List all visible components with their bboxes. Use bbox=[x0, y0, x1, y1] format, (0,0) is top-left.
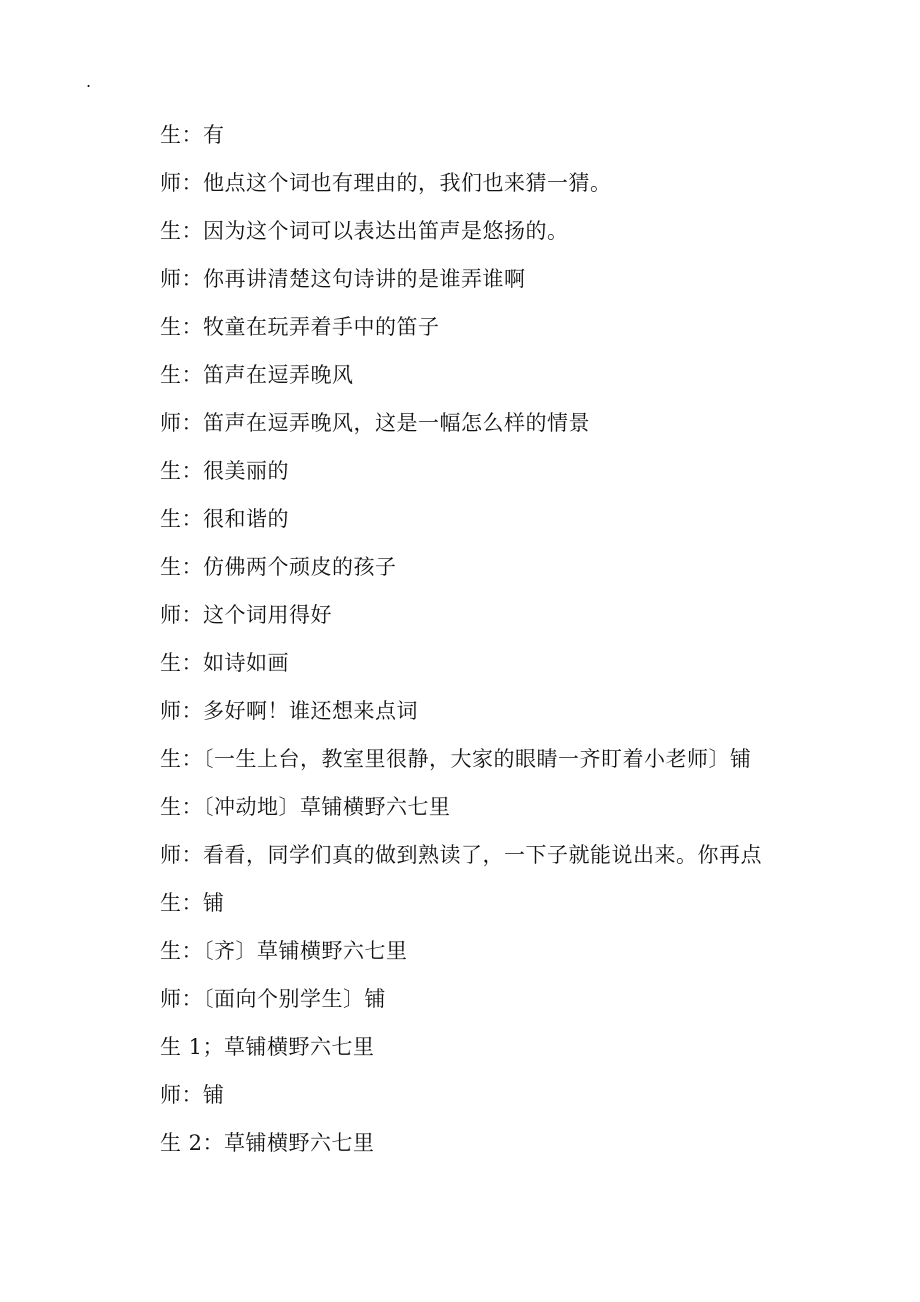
dialogue-line: 生 2：草铺横野六七里 bbox=[160, 1131, 375, 1155]
dialogue-transcript bbox=[160, 118, 860, 1174]
dialogue-line: 生：〔齐〕草铺横野六七里 bbox=[160, 939, 408, 963]
dialogue-line: 师：多好啊！谁还想来点词 bbox=[160, 699, 418, 723]
dialogue-line: 生：因为这个词可以表达出笛声是悠扬的。 bbox=[160, 219, 569, 243]
dialogue-line: 生：很美丽的 bbox=[160, 459, 289, 483]
dialogue-line: 师：这个词用得好 bbox=[160, 603, 332, 627]
dialogue-line: 生：笛声在逗弄晚风 bbox=[160, 363, 354, 387]
dialogue-line: 师：铺 bbox=[160, 1083, 225, 1107]
dialogue-line: 师：你再讲清楚这句诗讲的是谁弄谁啊 bbox=[160, 267, 526, 291]
dialogue-line: 师：笛声在逗弄晚风，这是一幅怎么样的情景 bbox=[160, 411, 590, 435]
dialogue-line: 生：很和谐的 bbox=[160, 507, 289, 531]
dialogue-line: 师：他点这个词也有理由的，我们也来猜一猜。 bbox=[160, 171, 612, 195]
dialogue-line: 生：〔冲动地〕草铺横野六七里 bbox=[160, 795, 451, 819]
dialogue-line: 师：〔面向个别学生〕铺 bbox=[160, 987, 386, 1011]
dialogue-line: 生 1；草铺横野六七里 bbox=[160, 1035, 375, 1059]
dialogue-line: 生：有 bbox=[160, 123, 225, 147]
corner-mark: . bbox=[86, 72, 92, 91]
dialogue-line: 生：仿佛两个顽皮的孩子 bbox=[160, 555, 397, 579]
dialogue-line: 生：如诗如画 bbox=[160, 651, 289, 675]
dialogue-line: 生：〔一生上台，教室里很静，大家的眼睛一齐盯着小老师〕铺 bbox=[160, 747, 752, 771]
dialogue-line: 生：铺 bbox=[160, 891, 225, 915]
dialogue-line: 生：牧童在玩弄着手中的笛子 bbox=[160, 315, 440, 339]
dialogue-line: 师：看看，同学们真的做到熟读了，一下子就能说出来。你再点 bbox=[160, 843, 762, 867]
